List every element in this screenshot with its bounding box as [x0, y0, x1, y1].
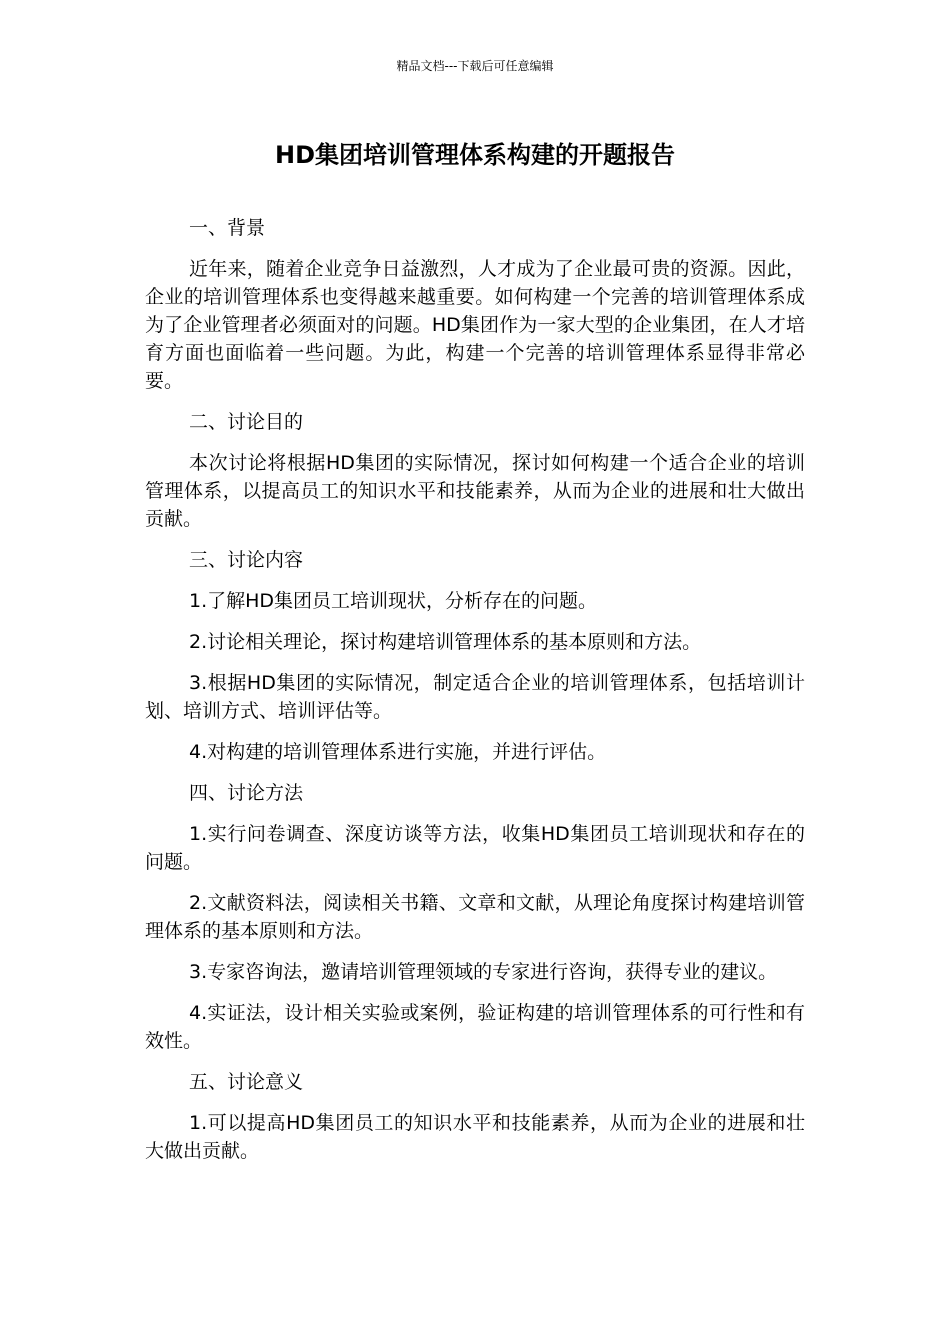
section-heading-significance: 五、讨论意义: [189, 1071, 304, 1093]
content-item-1: 1.了解HD集团员工培训现状，分析存在的问题。: [189, 590, 598, 612]
purpose-paragraph: 本次讨论将根据HD集团的实际情况，探讨如何构建一个适合企业的培训管理体系，以提高员工的知识水平和技能素养，从而为企业的进展和壮大做出贡献。: [145, 452, 805, 530]
method-item-1: 1.实行问卷调查、深度访谈等方法，收集HD集团员工培训现状和存在的问题。: [145, 823, 805, 873]
section-heading-background: 一、背景: [189, 217, 266, 239]
content-item-3: 3.根据HD集团的实际情况，制定适合企业的培训管理体系，包括培训计划、培训方式、培训评估等。: [145, 672, 805, 722]
section-heading-purpose: 二、讨论目的: [189, 411, 304, 433]
page-header: 精品文档---下载后可任意编辑: [396, 59, 554, 73]
document-title: HD集团培训管理体系构建的开题报告: [274, 141, 675, 169]
background-paragraph: 近年来，随着企业竞争日益激烈，人才成为了企业最可贵的资源。因此，企业的培训管理体系也变得越来越重要。如何构建一个完善的培训管理体系成为了企业管理者必须面对的问题。HD集团作为一家大型的企业集团，在人才培育方面也面临着一些问题。为此，构建一个完善的培训管理体系显得非常必要。: [145, 258, 805, 392]
document-body: [145, 214, 805, 1178]
method-item-2: 2.文献资料法，阅读相关书籍、文章和文献，从理论角度探讨构建培训管理体系的基本原则和方法。: [145, 892, 805, 942]
content-item-4: 4.对构建的培训管理体系进行实施，并进行评估。: [189, 741, 607, 763]
content-item-2: 2.讨论相关理论，探讨构建培训管理体系的基本原则和方法。: [189, 631, 702, 653]
method-item-3: 3.专家咨询法，邀请培训管理领域的专家进行咨询，获得专业的建议。: [189, 961, 778, 983]
significance-item-1: 1.可以提高HD集团员工的知识水平和技能素养，从而为企业的进展和壮大做出贡献。: [145, 1112, 805, 1162]
method-item-4: 4.实证法，设计相关实验或案例，验证构建的培训管理体系的可行性和有效性。: [145, 1002, 805, 1052]
section-heading-content: 三、讨论内容: [189, 549, 304, 571]
section-heading-methods: 四、讨论方法: [189, 782, 304, 804]
